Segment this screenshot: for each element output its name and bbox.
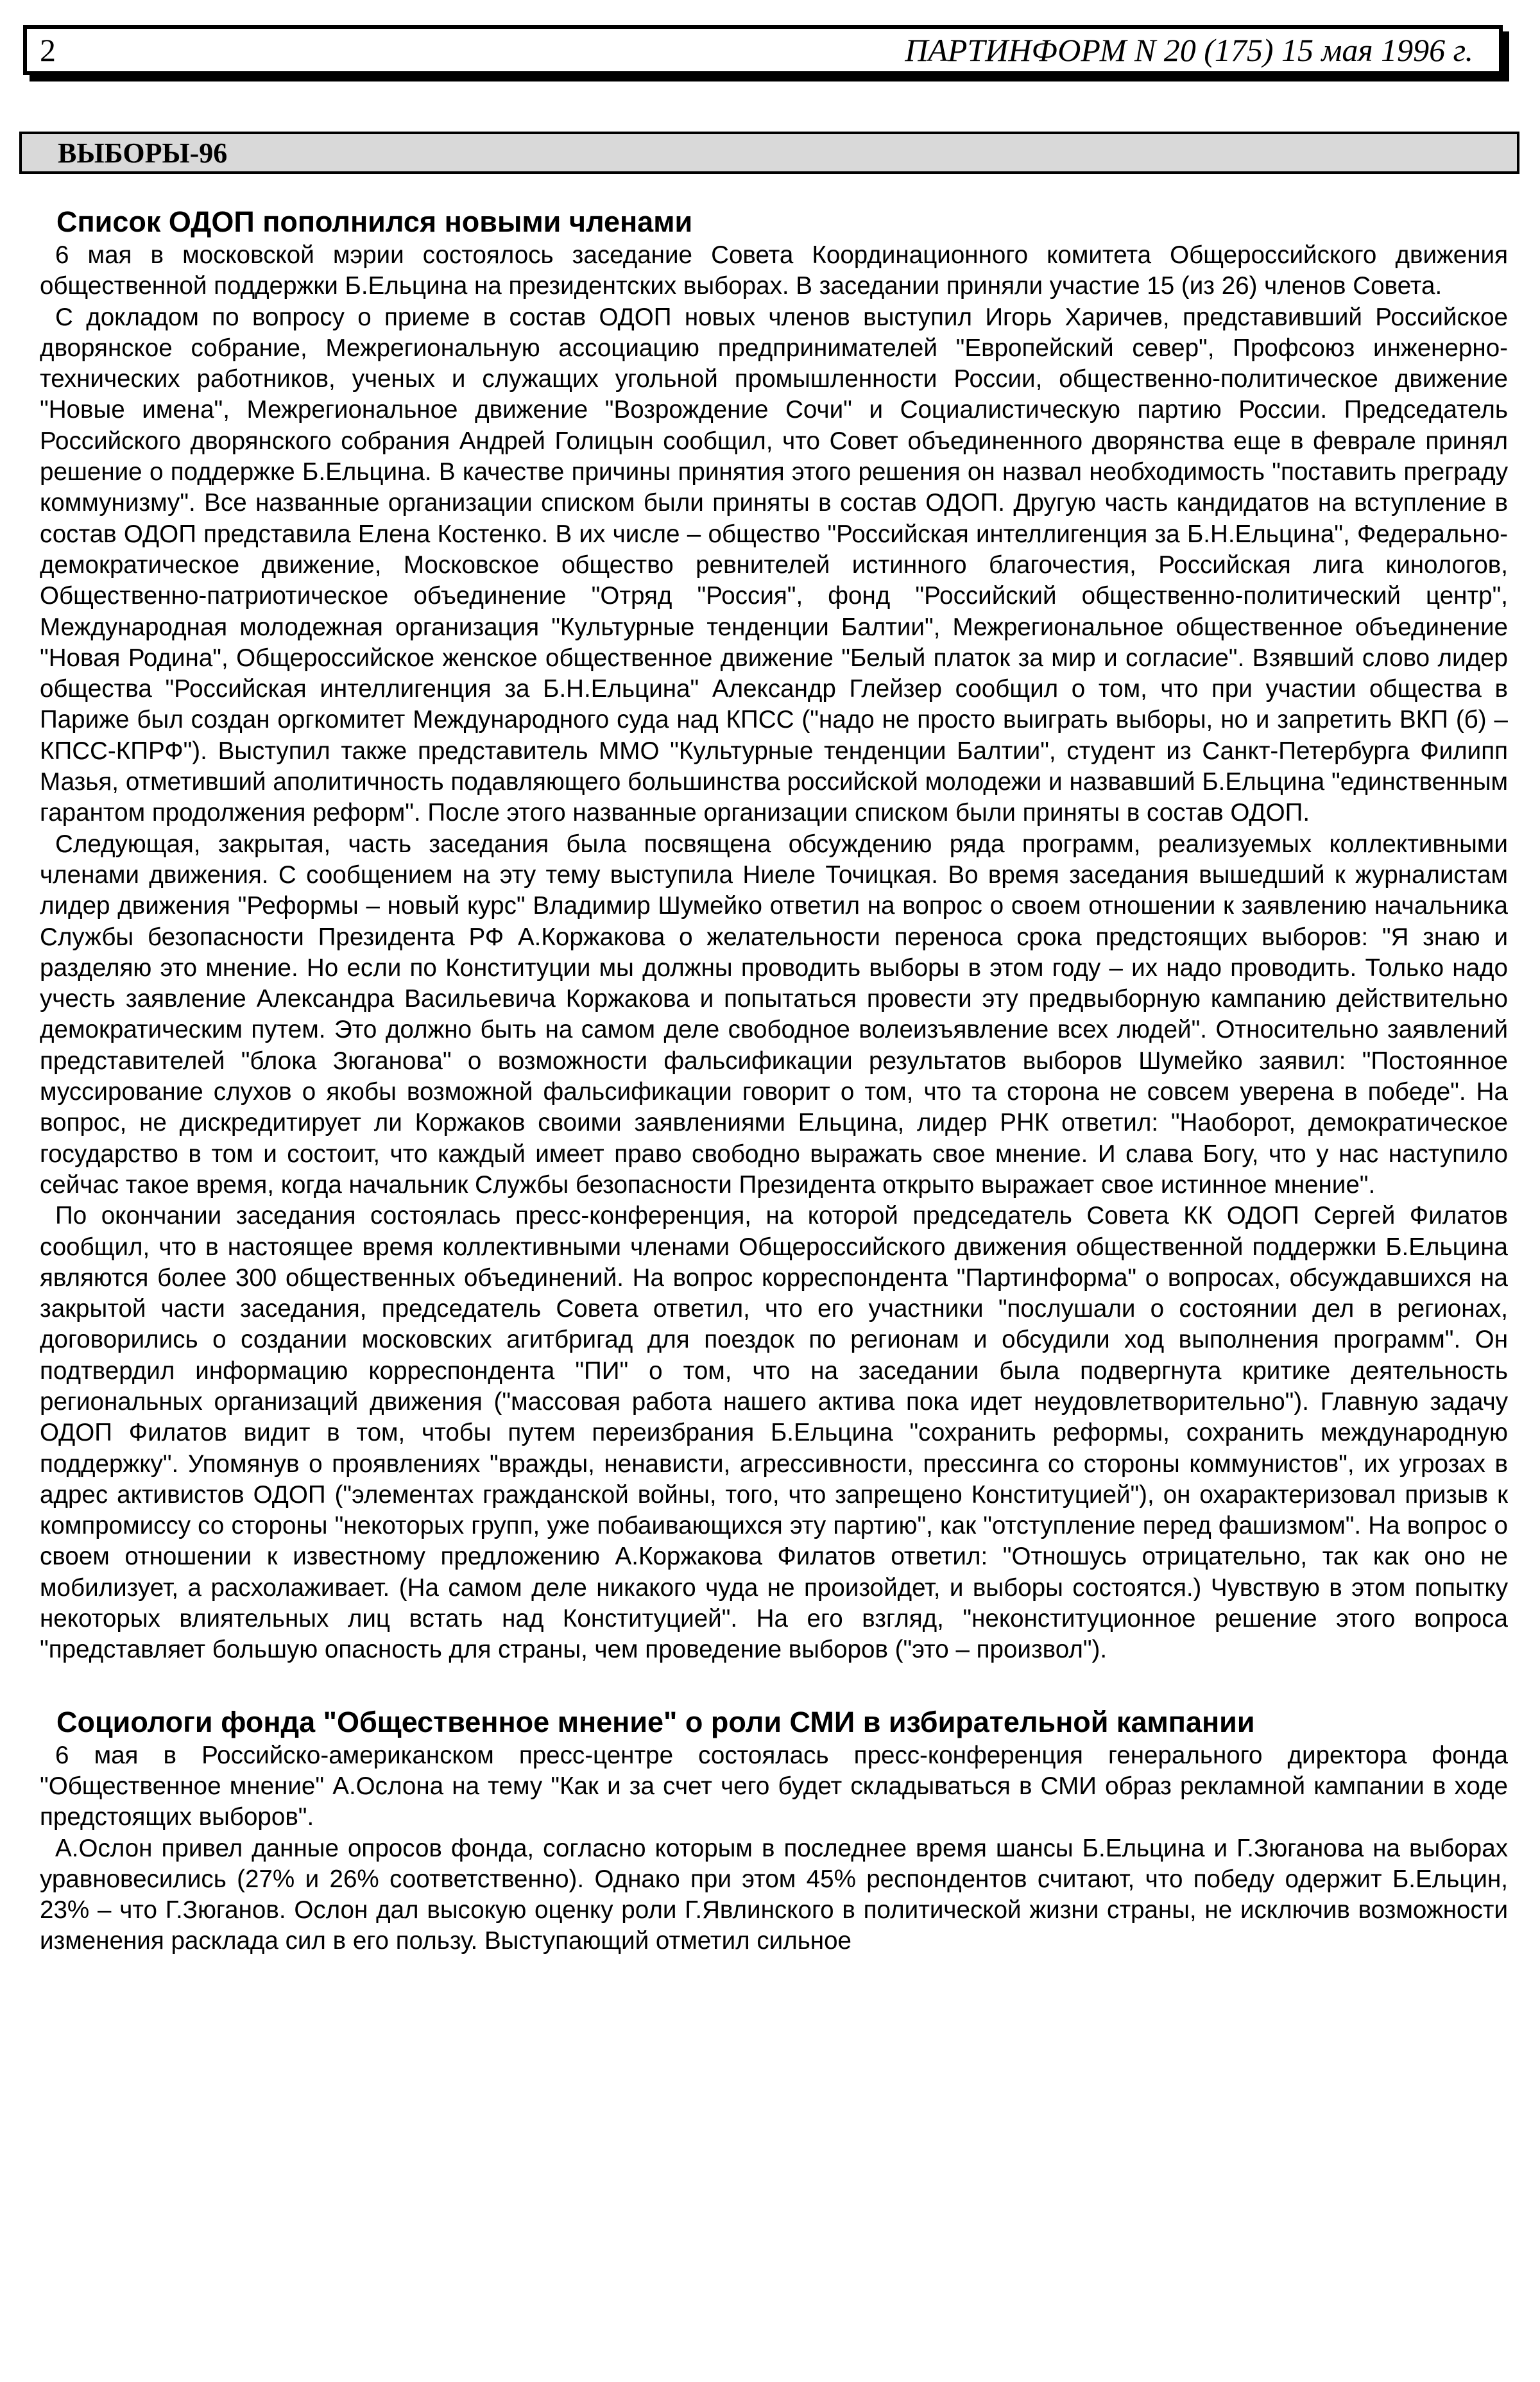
article-sociologists xyxy=(40,1704,1508,1957)
page-header xyxy=(23,25,1503,75)
article-title: Список ОДОП пополнился новыми членами xyxy=(56,205,693,238)
article-odop xyxy=(40,204,1508,1666)
page-number: 2 xyxy=(40,32,56,68)
article-paragraph: 6 мая в московской мэрии состоялось заседание Совета Координационного комитета Общероссийского движения общественной поддержки Б.Ельцина на президентских выборах. В заседании приняли участие 15 (из 26) членов Совета. xyxy=(40,241,1508,300)
article-paragraph: По окончании заседания состоялась пресс-конференция, на которой председатель Совета КК ОДОП Сергей Филатов сообщил, что в настоящее время коллективными членами Общероссийского движения общественной поддержки Б.Ельцина являются более 300 общественных объединений. На вопрос корреспондента "Партинформа" о вопросах, обсуждавшихся на закрытой части заседания, председатель Совета ответил, что его участники "послушали о состоянии дел в регионах, договорились о создании московских агитбригад для поездок по регионам и обсудили ход выполнения программ". Он подтвердил информацию корреспондента "ПИ" о том, что на заседании была подвергнута критике деятельность региональных организаций движения ("массовая работа нашего актива пока идет неудовлетворительно"). Главную задачу ОДОП Филатов видит в том, чтобы путем переизбрания Б.Ельцина "сохранить реформы, сохранить международную поддержку". Упомянув о проявлениях "вражды, ненависти, агрессивности, прессинга со стороны коммунистов", их угрозах в адрес активистов ОДОП ("элементах гражданской войны, того, что запрещено Конституцией"), он охарактеризовал призыв к компромиссу со стороны "некоторых групп, уже побаивающихся эту партию", как "отступление перед фашизмом". На вопрос о своем отношении к известному предложению А.Коржакова Филатов ответил: "Отношусь отрицательно, так как оно не мобилизует, а расхолаживает. (На самом деле никакого чуда не произойдет, и выборы состоятся.) Чувствую в этом попытку некоторых влиятельных лиц встать над Конституцией". На его взгляд, "неконституционное решение этого вопроса "представляет большую опасность для страны, чем проведение выборов ("это – произвол"). xyxy=(40,1202,1508,1664)
article-paragraph: 6 мая в Российско-американском пресс-центре состоялась пресс-конференция генерального директора фонда "Общественное мнение" А.Ослона на тему "Как и за счет чего будет складываться в СМИ образ рекламной кампании в ходе предстоящих выборов". xyxy=(40,1741,1508,1831)
article-title: Социологи фонда "Общественное мнение" о роли СМИ в избирательной кампании xyxy=(56,1705,1255,1738)
article-spacer xyxy=(40,1666,1508,1704)
section-rubric: ВЫБОРЫ-96 xyxy=(19,132,1519,174)
article-paragraph: Следующая, закрытая, часть заседания была посвящена обсуждению ряда программ, реализуемых коллективными членами движения. С сообщением на эту тему выступила Ниеле Точицкая. Во время заседания вышедший к журналистам лидер движения "Реформы – новый курс" Владимир Шумейко ответил на вопрос о своем отношении к заявлению начальника Службы безопасности Президента РФ А.Коржакова о желательности переноса срока предстоящих выборов: "Я знаю и разделяю это мнение. Но если по Конституции мы должны проводить выборы в этом году – их надо проводить. Только надо учесть заявление Александра Васильевича Коржакова и попытаться провести эту предвыборную кампанию действительно демократическим путем. Это должно быть на самом деле свободное волеизъявление всех людей". Относительно заявлений представителей "блока Зюганова" о возможности фальсификации результатов выборов Шумейко заявил: "Постоянное муссирование слухов о якобы возможной фальсификации говорит о том, что та сторона не совсем уверена в победе". На вопрос, не дискредитирует ли Коржаков своими заявлениями Ельцина, лидер РНК ответил: "Наоборот, демократическое государство в том и состоит, что каждый имеет право свободно выражать свое мнение. И слава Богу, что у нас наступило сейчас такое время, когда начальник Службы безопасности Президента открыто выражает свое истинное мнение". xyxy=(40,830,1508,1199)
publication-title: ПАРТИНФОРМ N 20 (175) 15 мая 1996 г. xyxy=(905,32,1473,68)
page-content xyxy=(40,204,1508,1957)
article-paragraph: С докладом по вопросу о приеме в состав ОДОП новых членов выступил Игорь Харичев, представивший Российское дворянское собрание, Межрегиональную ассоциацию предпринимателей "Европейский север", Профсоюз инженерно-технических работников, ученых и служащих угольной промышленности России, общественно-политическое движение "Новые имена", Межрегиональное движение "Возрождение Сочи" и Социалистическую партию России. Председатель Российского дворянского собрания Андрей Голицын сообщил, что Совет объединенного дворянства еще в феврале принял решение о поддержке Б.Ельцина. В качестве причины принятия этого решения он назвал необходимость "поставить преграду коммунизму". Все названные организации списком были приняты в состав ОДОП. Другую часть кандидатов на вступление в состав ОДОП представила Елена Костенко. В их числе – общество "Российская интеллигенция за Б.Н.Ельцина", Федерально-демократическое движение, Московское общество ревнителей истинного благочестия, Российская лига кинологов, Общественно-патриотическое объединение "Отряд "Россия", фонд "Российский общественно-политический центр", Международная молодежная организация "Культурные тенденции Балтии", Межрегиональное общественное объединение "Новая Родина", Общероссийское женское общественное движение "Белый платок за мир и согласие". Взявший слово лидер общества "Российская интеллигенция за Б.Н.Ельцина" Александр Глейзер сообщил о том, что при участии общества в Париже был создан оргкомитет Международного суда над КПСС ("надо не просто выиграть выборы, но и запретить ВКП (б) – КПСС-КПРФ"). Выступил также представитель ММО "Культурные тенденции Балтии", студент из Санкт-Петербурга Филипп Мазья, отметивший аполитичность подавляющего большинства российской молодежи и назвавший Б.Ельцина "единственным гарантом продолжения реформ". После этого названные организации списком были приняты в состав ОДОП. xyxy=(40,303,1508,827)
article-paragraph: А.Ослон привел данные опросов фонда, согласно которым в последнее время шансы Б.Ельцина и Г.Зюганова на выборах уравновесились (27% и 26% соответственно). Однако при этом 45% респондентов считают, что победу одержит Б.Ельцин, 23% – что Г.Зюганов. Ослон дал высокую оценку роли Г.Явлинского в политической жизни страны, не исключив возможности изменения расклада сил в его пользу. Выступающий отметил сильное xyxy=(40,1834,1508,1955)
